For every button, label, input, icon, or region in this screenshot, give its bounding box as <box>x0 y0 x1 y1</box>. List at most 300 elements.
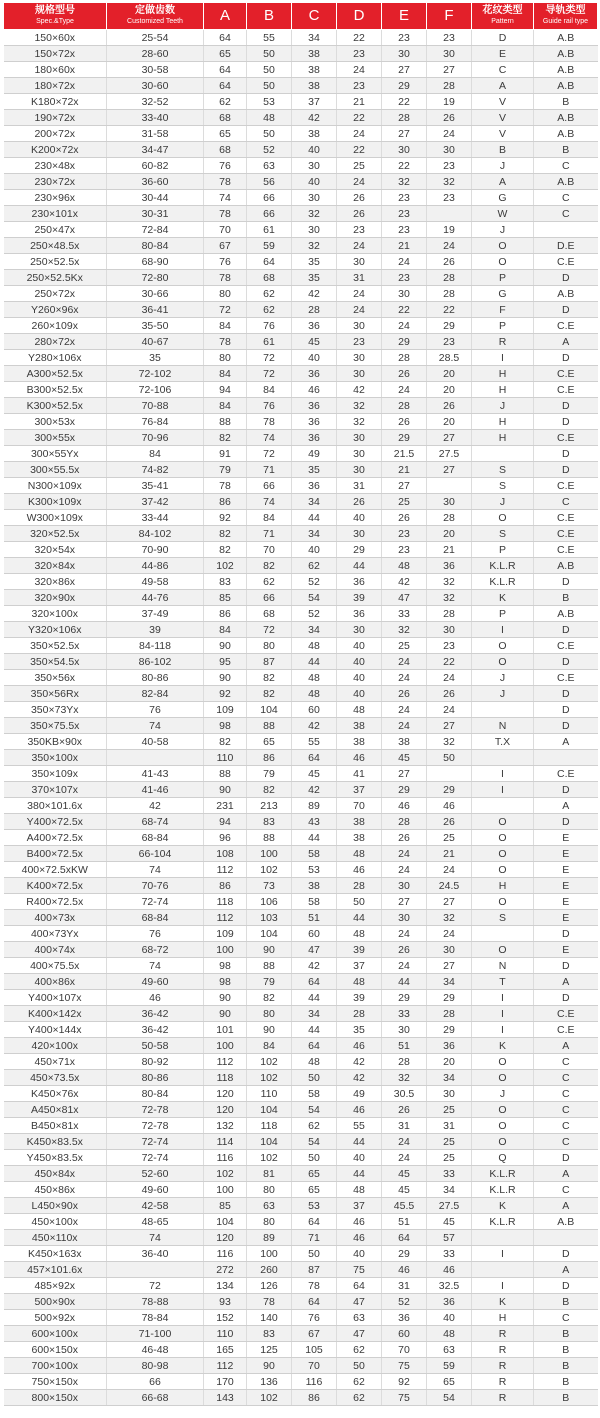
table-row <box>4 1358 598 1374</box>
cell-guide-rail: C.E <box>534 382 598 398</box>
cell-d: 30 <box>337 622 382 638</box>
table-row <box>4 254 598 270</box>
cell-e: 45.5 <box>382 1198 427 1214</box>
cell-customized-teeth: 52-60 <box>107 1166 204 1182</box>
cell-b: 136 <box>247 1374 292 1390</box>
cell-guide-rail: C.E <box>534 526 598 542</box>
cell-customized-teeth: 68-84 <box>107 830 204 846</box>
cell-c: 38 <box>292 62 337 78</box>
cell-a: 110 <box>204 750 247 766</box>
cell-a: 108 <box>204 846 247 862</box>
cell-f: 19 <box>427 222 472 238</box>
cell-e: 26 <box>382 686 427 702</box>
cell-d: 22 <box>337 142 382 158</box>
table-row <box>4 46 598 62</box>
cell-e: 32 <box>382 174 427 190</box>
cell-c: 36 <box>292 478 337 494</box>
cell-customized-teeth: 82-84 <box>107 686 204 702</box>
cell-pattern: R <box>472 1358 534 1374</box>
cell-f: 28 <box>427 1006 472 1022</box>
cell-c: 44 <box>292 1022 337 1038</box>
cell-e: 26 <box>382 942 427 958</box>
cell-d: 24 <box>337 286 382 302</box>
cell-d: 42 <box>337 1054 382 1070</box>
cell-pattern: W <box>472 206 534 222</box>
cell-b: 80 <box>247 638 292 654</box>
cell-b: 104 <box>247 1102 292 1118</box>
cell-customized-teeth: 66-68 <box>107 1390 204 1406</box>
cell-f: 25 <box>427 830 472 846</box>
cell-a: 101 <box>204 1022 247 1038</box>
cell-a: 68 <box>204 142 247 158</box>
cell-pattern: E <box>472 46 534 62</box>
cell-a: 82 <box>204 542 247 558</box>
cell-a: 100 <box>204 1182 247 1198</box>
cell-customized-teeth: 44-76 <box>107 590 204 606</box>
cell-customized-teeth: 74 <box>107 958 204 974</box>
cell-b: 50 <box>247 126 292 142</box>
cell-d: 32 <box>337 414 382 430</box>
cell-f: 25 <box>427 1150 472 1166</box>
cell-customized-teeth: 72-80 <box>107 270 204 286</box>
cell-b: 59 <box>247 238 292 254</box>
cell-f: 23 <box>427 158 472 174</box>
cell-pattern: I <box>472 1278 534 1294</box>
header-f: F <box>427 3 472 30</box>
cell-a: 98 <box>204 974 247 990</box>
cell-guide-rail: C <box>534 1070 598 1086</box>
cell-a: 100 <box>204 942 247 958</box>
cell-c: 45 <box>292 766 337 782</box>
table-row <box>4 366 598 382</box>
cell-customized-teeth: 44-86 <box>107 558 204 574</box>
cell-pattern <box>472 702 534 718</box>
cell-a: 84 <box>204 318 247 334</box>
table-row <box>4 350 598 366</box>
cell-guide-rail: D.E <box>534 238 598 254</box>
cell-d: 22 <box>337 110 382 126</box>
cell-d: 48 <box>337 974 382 990</box>
cell-f: 23 <box>427 638 472 654</box>
cell-spec-type: 457×101.6x <box>4 1262 107 1278</box>
cell-customized-teeth: 76-84 <box>107 414 204 430</box>
cell-e: 30 <box>382 878 427 894</box>
cell-f: 40 <box>427 1310 472 1326</box>
cell-spec-type: K180×72x <box>4 94 107 110</box>
cell-pattern: O <box>472 814 534 830</box>
cell-d: 23 <box>337 222 382 238</box>
cell-pattern: N <box>472 958 534 974</box>
cell-b: 82 <box>247 990 292 1006</box>
cell-f: 27 <box>427 462 472 478</box>
cell-a: 67 <box>204 238 247 254</box>
cell-b: 118 <box>247 1118 292 1134</box>
cell-guide-rail: C.E <box>534 366 598 382</box>
cell-customized-teeth: 37-42 <box>107 494 204 510</box>
cell-f: 22 <box>427 654 472 670</box>
cell-pattern: O <box>472 1054 534 1070</box>
cell-f: 46 <box>427 1262 472 1278</box>
cell-a: 78 <box>204 334 247 350</box>
cell-spec-type: 420×100x <box>4 1038 107 1054</box>
table-row <box>4 334 598 350</box>
cell-spec-type: Y400×72.5x <box>4 814 107 830</box>
cell-b: 106 <box>247 894 292 910</box>
cell-c: 44 <box>292 830 337 846</box>
cell-c: 54 <box>292 1102 337 1118</box>
cell-a: 98 <box>204 958 247 974</box>
cell-b: 79 <box>247 766 292 782</box>
cell-c: 34 <box>292 622 337 638</box>
cell-c: 32 <box>292 238 337 254</box>
cell-guide-rail: D <box>534 622 598 638</box>
cell-d: 38 <box>337 814 382 830</box>
cell-e: 24 <box>382 1150 427 1166</box>
table-row <box>4 526 598 542</box>
cell-guide-rail: A.B <box>534 30 598 46</box>
cell-b: 104 <box>247 702 292 718</box>
cell-d: 47 <box>337 1294 382 1310</box>
cell-c: 65 <box>292 1166 337 1182</box>
cell-b: 48 <box>247 110 292 126</box>
cell-e: 29 <box>382 990 427 1006</box>
cell-f: 28 <box>427 78 472 94</box>
cell-pattern: B <box>472 142 534 158</box>
cell-customized-teeth: 84-118 <box>107 638 204 654</box>
cell-pattern: S <box>472 910 534 926</box>
cell-pattern: H <box>472 430 534 446</box>
cell-guide-rail: A <box>534 1262 598 1278</box>
cell-customized-teeth: 50-58 <box>107 1038 204 1054</box>
cell-e: 29 <box>382 78 427 94</box>
cell-f: 24 <box>427 238 472 254</box>
cell-b: 76 <box>247 398 292 414</box>
cell-b: 72 <box>247 622 292 638</box>
cell-pattern: I <box>472 622 534 638</box>
cell-e: 32 <box>382 1070 427 1086</box>
header-customized-teeth <box>107 3 204 30</box>
cell-a: 64 <box>204 30 247 46</box>
cell-f: 27.5 <box>427 446 472 462</box>
cell-c: 44 <box>292 990 337 1006</box>
cell-c: 34 <box>292 1006 337 1022</box>
cell-e: 46 <box>382 798 427 814</box>
cell-spec-type: 500×92x <box>4 1310 107 1326</box>
table-row <box>4 1278 598 1294</box>
cell-d: 30 <box>337 366 382 382</box>
cell-spec-type: 500×90x <box>4 1294 107 1310</box>
cell-e: 25 <box>382 638 427 654</box>
cell-pattern: R <box>472 1374 534 1390</box>
cell-guide-rail: E <box>534 830 598 846</box>
cell-d: 23 <box>337 334 382 350</box>
cell-pattern: H <box>472 382 534 398</box>
cell-b: 76 <box>247 318 292 334</box>
table-row <box>4 606 598 622</box>
cell-d: 64 <box>337 1278 382 1294</box>
cell-f: 24 <box>427 862 472 878</box>
cell-e: 22 <box>382 158 427 174</box>
cell-spec-type: 260×109x <box>4 318 107 334</box>
cell-b: 87 <box>247 654 292 670</box>
cell-b: 82 <box>247 686 292 702</box>
cell-guide-rail: C <box>534 1310 598 1326</box>
cell-guide-rail: C <box>534 206 598 222</box>
cell-a: 70 <box>204 222 247 238</box>
cell-e: 27 <box>382 894 427 910</box>
table-row <box>4 782 598 798</box>
cell-b: 84 <box>247 1038 292 1054</box>
cell-pattern: I <box>472 766 534 782</box>
cell-d: 24 <box>337 62 382 78</box>
cell-f: 26 <box>427 686 472 702</box>
cell-d: 46 <box>337 1230 382 1246</box>
cell-f: 29 <box>427 782 472 798</box>
cell-f: 32 <box>427 174 472 190</box>
cell-a: 78 <box>204 478 247 494</box>
cell-c: 48 <box>292 638 337 654</box>
cell-e: 23 <box>382 222 427 238</box>
cell-a: 92 <box>204 510 247 526</box>
cell-f: 28 <box>427 270 472 286</box>
cell-guide-rail: D <box>534 574 598 590</box>
cell-pattern: D <box>472 30 534 46</box>
cell-e: 30 <box>382 1022 427 1038</box>
cell-a: 78 <box>204 270 247 286</box>
table-row <box>4 670 598 686</box>
cell-f: 21 <box>427 846 472 862</box>
cell-customized-teeth <box>107 1262 204 1278</box>
cell-e: 24 <box>382 702 427 718</box>
cell-e: 46 <box>382 1262 427 1278</box>
cell-b: 102 <box>247 862 292 878</box>
cell-c: 58 <box>292 1086 337 1102</box>
cell-spec-type: A400×72.5x <box>4 830 107 846</box>
cell-f: 65 <box>427 1374 472 1390</box>
cell-b: 81 <box>247 1166 292 1182</box>
table-row <box>4 1310 598 1326</box>
cell-spec-type: 320×84x <box>4 558 107 574</box>
cell-customized-teeth: 72-78 <box>107 1102 204 1118</box>
cell-d: 23 <box>337 78 382 94</box>
cell-d: 48 <box>337 846 382 862</box>
cell-a: 112 <box>204 910 247 926</box>
cell-d: 63 <box>337 1310 382 1326</box>
cell-spec-type: K300×109x <box>4 494 107 510</box>
table-row <box>4 478 598 494</box>
cell-b: 140 <box>247 1310 292 1326</box>
cell-a: 272 <box>204 1262 247 1278</box>
table-row <box>4 142 598 158</box>
cell-customized-teeth: 86-102 <box>107 654 204 670</box>
cell-d: 37 <box>337 1198 382 1214</box>
cell-b: 102 <box>247 1150 292 1166</box>
cell-c: 38 <box>292 126 337 142</box>
cell-b: 84 <box>247 510 292 526</box>
cell-d: 40 <box>337 638 382 654</box>
cell-guide-rail: A <box>534 734 598 750</box>
cell-f: 26 <box>427 254 472 270</box>
cell-guide-rail: C.E <box>534 542 598 558</box>
cell-d: 28 <box>337 1006 382 1022</box>
cell-d: 46 <box>337 862 382 878</box>
cell-customized-teeth: 80-86 <box>107 670 204 686</box>
cell-customized-teeth: 76 <box>107 926 204 942</box>
header-cn: 导轨类型 <box>545 4 586 16</box>
cell-guide-rail: A.B <box>534 174 598 190</box>
cell-f: 26 <box>427 814 472 830</box>
cell-b: 72 <box>247 350 292 366</box>
cell-f: 30 <box>427 46 472 62</box>
cell-guide-rail: A.B <box>534 62 598 78</box>
cell-e: 51 <box>382 1038 427 1054</box>
cell-pattern: P <box>472 606 534 622</box>
cell-customized-teeth: 35-50 <box>107 318 204 334</box>
cell-e: 42 <box>382 574 427 590</box>
cell-f: 21 <box>427 542 472 558</box>
cell-f <box>427 766 472 782</box>
cell-pattern: S <box>472 462 534 478</box>
cell-spec-type: 300×55x <box>4 430 107 446</box>
table-row <box>4 942 598 958</box>
cell-guide-rail: D <box>534 1246 598 1262</box>
cell-d: 50 <box>337 894 382 910</box>
cell-c: 55 <box>292 734 337 750</box>
cell-guide-rail: C <box>534 1134 598 1150</box>
cell-pattern <box>472 1262 534 1278</box>
cell-a: 102 <box>204 1166 247 1182</box>
cell-e: 92 <box>382 1374 427 1390</box>
table-row <box>4 174 598 190</box>
header-cn: 花纹类型 <box>482 4 523 16</box>
cell-a: 112 <box>204 862 247 878</box>
cell-b: 102 <box>247 1390 292 1406</box>
cell-e: 24 <box>382 926 427 942</box>
cell-spec-type: 230×96x <box>4 190 107 206</box>
cell-customized-teeth: 72-106 <box>107 382 204 398</box>
cell-e: 24 <box>382 846 427 862</box>
cell-guide-rail: B <box>534 1326 598 1342</box>
cell-customized-teeth: 40-58 <box>107 734 204 750</box>
cell-f: 27 <box>427 958 472 974</box>
cell-a: 64 <box>204 78 247 94</box>
cell-b: 56 <box>247 174 292 190</box>
cell-a: 96 <box>204 830 247 846</box>
cell-pattern: K <box>472 1294 534 1310</box>
cell-b: 55 <box>247 30 292 46</box>
cell-f: 20 <box>427 382 472 398</box>
cell-b: 63 <box>247 1198 292 1214</box>
cell-a: 116 <box>204 1150 247 1166</box>
cell-guide-rail: C.E <box>534 1006 598 1022</box>
cell-f: 33 <box>427 1246 472 1262</box>
cell-d: 22 <box>337 30 382 46</box>
cell-guide-rail: A <box>534 798 598 814</box>
cell-a: 118 <box>204 1070 247 1086</box>
cell-e: 27 <box>382 62 427 78</box>
cell-guide-rail <box>534 750 598 766</box>
cell-pattern: F <box>472 302 534 318</box>
cell-pattern <box>472 798 534 814</box>
cell-pattern: I <box>472 350 534 366</box>
cell-c: 87 <box>292 1262 337 1278</box>
cell-d: 26 <box>337 190 382 206</box>
cell-a: 82 <box>204 526 247 542</box>
cell-c: 35 <box>292 254 337 270</box>
cell-b: 102 <box>247 1070 292 1086</box>
cell-f: 36 <box>427 1038 472 1054</box>
cell-d: 37 <box>337 782 382 798</box>
cell-a: 231 <box>204 798 247 814</box>
table-row <box>4 1070 598 1086</box>
cell-c: 76 <box>292 1310 337 1326</box>
cell-c: 52 <box>292 574 337 590</box>
cell-guide-rail: A.B <box>534 286 598 302</box>
cell-f: 33 <box>427 1166 472 1182</box>
cell-customized-teeth: 42 <box>107 798 204 814</box>
cell-guide-rail: C.E <box>534 430 598 446</box>
cell-f: 34 <box>427 1070 472 1086</box>
cell-spec-type: 320×100x <box>4 606 107 622</box>
cell-guide-rail: D <box>534 446 598 462</box>
cell-spec-type: 230×72x <box>4 174 107 190</box>
cell-c: 36 <box>292 398 337 414</box>
cell-guide-rail: D <box>534 654 598 670</box>
cell-customized-teeth: 74 <box>107 718 204 734</box>
cell-f: 23 <box>427 334 472 350</box>
cell-a: 95 <box>204 654 247 670</box>
table-row <box>4 1262 598 1278</box>
cell-spec-type: 320×54x <box>4 542 107 558</box>
cell-c: 28 <box>292 302 337 318</box>
table-row <box>4 718 598 734</box>
cell-a: 80 <box>204 350 247 366</box>
table-row <box>4 846 598 862</box>
cell-pattern: C <box>472 62 534 78</box>
cell-e: 75 <box>382 1358 427 1374</box>
table-body <box>4 30 598 1406</box>
cell-customized-teeth: 68-74 <box>107 814 204 830</box>
cell-c: 45 <box>292 334 337 350</box>
cell-spec-type: L450×90x <box>4 1198 107 1214</box>
cell-b: 62 <box>247 286 292 302</box>
cell-a: 83 <box>204 574 247 590</box>
cell-pattern: O <box>472 254 534 270</box>
cell-c: 42 <box>292 958 337 974</box>
cell-b: 74 <box>247 430 292 446</box>
cell-pattern <box>472 750 534 766</box>
cell-e: 30 <box>382 142 427 158</box>
table-row <box>4 974 598 990</box>
cell-a: 88 <box>204 414 247 430</box>
cell-customized-teeth: 25-54 <box>107 30 204 46</box>
cell-d: 42 <box>337 1070 382 1086</box>
table-row <box>4 1214 598 1230</box>
cell-d: 30 <box>337 318 382 334</box>
table-row <box>4 542 598 558</box>
cell-c: 36 <box>292 430 337 446</box>
cell-spec-type: B300×52.5x <box>4 382 107 398</box>
cell-c: 71 <box>292 1230 337 1246</box>
cell-c: 34 <box>292 494 337 510</box>
cell-customized-teeth: 80-84 <box>107 1086 204 1102</box>
cell-a: 120 <box>204 1230 247 1246</box>
cell-a: 109 <box>204 702 247 718</box>
cell-c: 48 <box>292 1054 337 1070</box>
table-row <box>4 926 598 942</box>
cell-e: 48 <box>382 558 427 574</box>
cell-pattern <box>472 1230 534 1246</box>
